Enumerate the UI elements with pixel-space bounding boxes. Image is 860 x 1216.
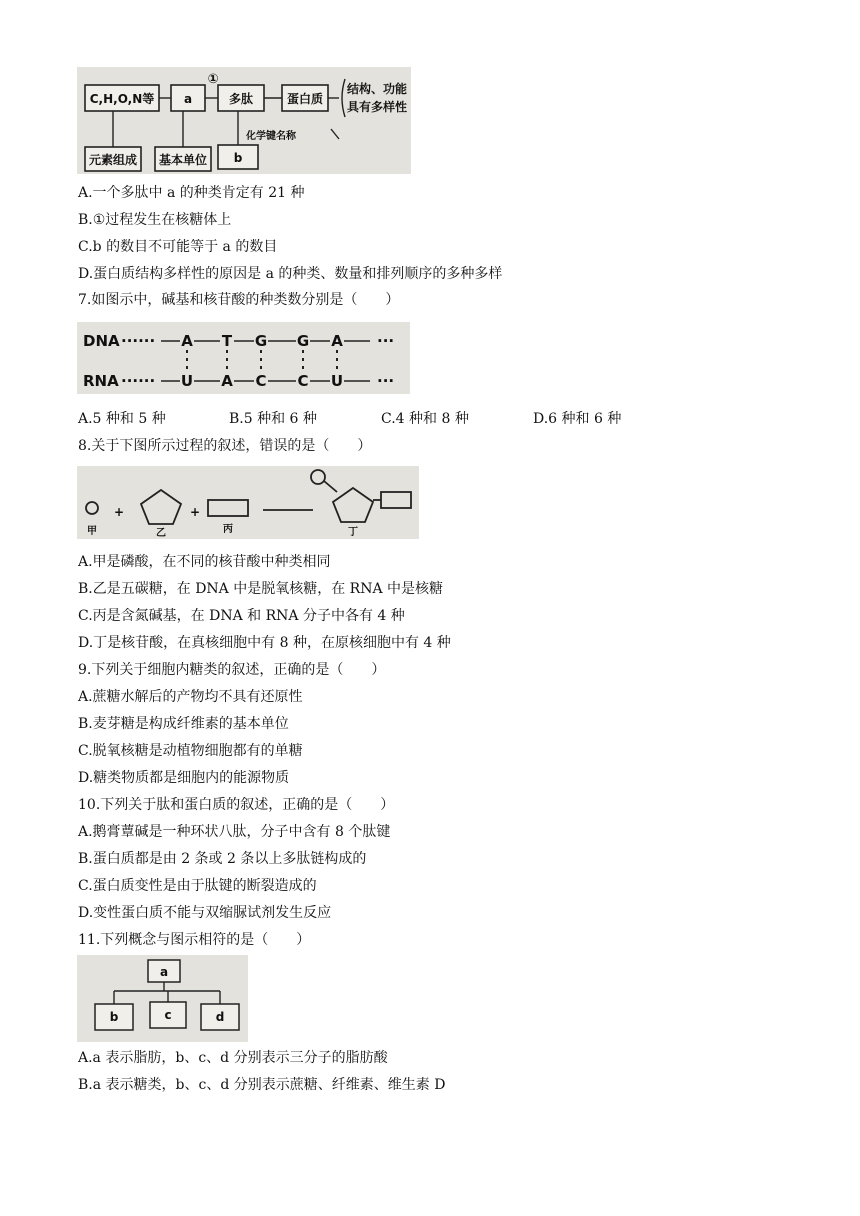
q11-stem: 11.下列概念与图示相符的是（ ）: [78, 932, 311, 948]
q9-option-d: D.糖类物质都是细胞内的能源物质: [78, 770, 290, 786]
brace-tick: [331, 129, 339, 139]
brace: [342, 79, 345, 117]
protein-label: 蛋白质: [286, 92, 324, 106]
q11-option-b: B.a 表示糖类，b、c、d 分别表示蔗糖、纤维素、维生素 D: [78, 1077, 446, 1093]
rna-base: A: [221, 372, 233, 390]
q6-option-c: C.b 的数目不可能等于 a 的数目: [78, 239, 278, 255]
q9-option-a: A.蔗糖水解后的产物均不具有还原性: [78, 689, 303, 705]
bond-name-label: 化学键名称: [246, 131, 296, 142]
q6-option-b: B.①过程发生在核糖体上: [78, 212, 232, 228]
q10-option-d: D.变性蛋白质不能与双缩脲试剂发生反应: [78, 905, 332, 921]
dna-label: DNA: [83, 332, 120, 350]
rna-base: U: [180, 372, 194, 390]
base-rectangle: [208, 500, 248, 516]
concept-tree-figure: [77, 955, 248, 1042]
q10-stem: 10.下列关于肽和蛋白质的叙述，正确的是（ ）: [78, 797, 395, 813]
q8-option-a: A.甲是磷酸，在不同的核苷酸中种类相同: [78, 554, 331, 570]
plus-sign: +: [189, 505, 201, 519]
dna-dots-right: ···: [377, 332, 395, 350]
element-composition-label: 元素组成: [88, 153, 138, 167]
rna-base: C: [297, 372, 309, 390]
q7-option-b: B.5 种和 6 种: [229, 411, 317, 427]
rna-label: RNA: [83, 372, 119, 390]
bing-label: 丙: [223, 524, 233, 535]
q9-stem: 9.下列关于细胞内糖类的叙述，正确的是（ ）: [78, 662, 386, 678]
q8-option-b: B.乙是五碳糖，在 DNA 中是脱氧核糖，在 RNA 中是核糖: [78, 581, 444, 597]
ding-label: 丁: [348, 527, 358, 538]
jia-label: 甲: [87, 526, 97, 537]
dna-rna-figure: [77, 322, 410, 394]
nucleotide-pentose: [333, 488, 373, 522]
rna-dots-right: ···: [377, 372, 395, 390]
rna-base: C: [255, 372, 267, 390]
q6-option-a: A.一个多肽中 a 的种类肯定有 21 种: [78, 185, 305, 201]
b-label: b: [109, 1010, 119, 1024]
structure-function-label: 结构、功能: [346, 82, 408, 96]
peptide-label: 多肽: [228, 92, 254, 106]
q8-option-c: C.丙是含氮碱基，在 DNA 和 RNA 分子中各有 4 种: [78, 608, 405, 624]
protein-concept-figure: [77, 67, 411, 174]
q10-option-a: A.鹅膏蕈碱是一种环状八肽，分子中含有 8 个肽键: [78, 824, 391, 840]
q8-option-d: D.丁是核苷酸，在真核细胞中有 8 种，在原核细胞中有 4 种: [78, 635, 451, 651]
step-1-label: ①: [207, 72, 219, 87]
rna-base: U: [330, 372, 344, 390]
diversity-label: 具有多样性: [346, 100, 408, 114]
q7-option-a: A.5 种和 5 种: [78, 411, 166, 427]
q7-option-d: D.6 种和 6 种: [533, 411, 622, 427]
q9-option-c: C.脱氧核糖是动植物细胞都有的单糖: [78, 743, 303, 759]
q7-stem: 7.如图示中，碱基和核苷酸的种类数分别是（ ）: [78, 292, 400, 308]
nucleotide-bond-1: [324, 481, 337, 492]
q8-stem: 8.关于下图所示过程的叙述，错误的是（ ）: [78, 438, 372, 454]
plus-sign: +: [113, 505, 125, 519]
b-label: b: [233, 151, 243, 165]
nucleotide-phosphate: [311, 470, 325, 484]
q9-option-b: B.麦芽糖是构成纤维素的基本单位: [78, 716, 289, 732]
q11-option-a: A.a 表示脂肪，b、c、d 分别表示三分子的脂肪酸: [78, 1050, 388, 1066]
pentose-pentagon: [141, 490, 181, 524]
dna-base: T: [221, 332, 233, 350]
a-label: a: [159, 965, 169, 979]
dna-base: A: [331, 332, 343, 350]
nucleotide-base: [381, 492, 411, 508]
c-label: c: [164, 1008, 172, 1022]
dna-base: A: [181, 332, 193, 350]
q10-option-c: C.蛋白质变性是由于肽键的断裂造成的: [78, 878, 317, 894]
phosphate-circle: [86, 502, 98, 514]
dna-base: G: [254, 332, 268, 350]
yi-label: 乙: [156, 528, 166, 539]
q7-option-c: C.4 种和 8 种: [381, 411, 469, 427]
a-label: a: [183, 92, 193, 106]
dna-dots-left: ······: [121, 332, 156, 350]
q6-option-d: D.蛋白质结构多样性的原因是 a 的种类、数量和排列顺序的多种多样: [78, 266, 503, 282]
elements-label: C,H,O,N等: [89, 92, 155, 106]
rna-dots-left: ······: [121, 372, 156, 390]
d-label: d: [215, 1010, 225, 1024]
basic-unit-label: 基本单位: [158, 153, 208, 167]
q10-option-b: B.蛋白质都是由 2 条或 2 条以上多肽链构成的: [78, 851, 367, 867]
nucleotide-formation-figure: [77, 466, 419, 539]
dna-base: G: [296, 332, 310, 350]
